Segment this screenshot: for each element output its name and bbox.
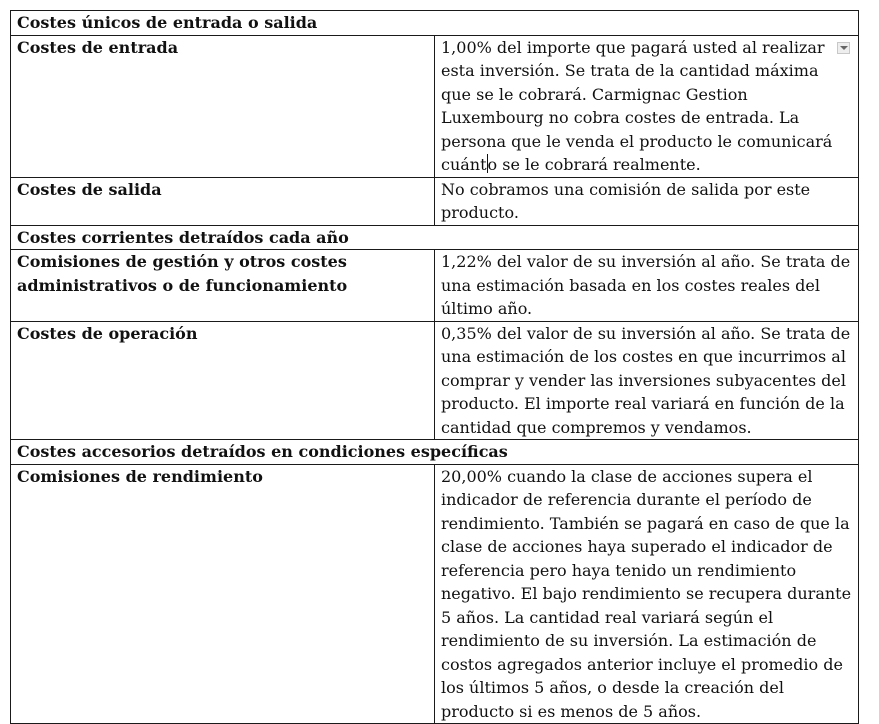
table-row: [11, 35, 859, 177]
section-title-incidental-costs: Costes accesorios detraídos en condiciones específicas: [11, 440, 859, 465]
costs-table: [10, 10, 859, 724]
entry-costs-text-before-cursor: 1,00% del importe que pagará usted al realizar esta inversión. Se trata de la cantidad máxima que se le cobrará. Carmignac Gestion Luxembourg no cobra costes de entrada. La persona que le venda el producto le comunicará cuánt: [441, 37, 833, 174]
entry-costs-text-after-cursor: o se le cobrará realmente.: [487, 155, 701, 174]
row-label-entry-costs: Costes de entrada: [11, 35, 435, 177]
section-title-ongoing-costs: Costes corrientes detraídos cada año: [11, 225, 859, 250]
row-label-transaction-costs: Costes de operación: [11, 321, 435, 440]
table-row: [11, 464, 859, 724]
row-desc-exit-costs: No cobramos una comisión de salida por este producto.: [435, 177, 859, 225]
row-label-management-fees: Comisiones de gestión y otros costes administrativos o de funcionamiento: [11, 250, 435, 322]
row-desc-management-fees: 1,22% del valor de su inversión al año. Se trata de una estimación basada en los costes reales del último año.: [435, 250, 859, 322]
row-desc-transaction-costs: 0,35% del valor de su inversión al año. Se trata de una estimación de los costes en que incurrimos al comprar y vender las inversiones subyacentes del producto. El importe real variará en función de la cantidad que compremos y vendamos.: [435, 321, 859, 440]
section-title-one-off-costs: Costes únicos de entrada o salida: [11, 11, 859, 36]
chevron-down-icon[interactable]: [837, 42, 850, 54]
table-row: [11, 321, 859, 440]
section-header-row: [11, 440, 859, 465]
section-header-row: [11, 225, 859, 250]
row-desc-performance-fees: 20,00% cuando la clase de acciones supera el indicador de referencia durante el período de rendimiento. También se pagará en caso de que la clase de acciones haya superado el indicador de referencia pero haya tenido un rendimiento negativo. El bajo rendimiento se recupera durante 5 años. La cantidad real variará según el rendimiento de su inversión. La estimación de costos agregados anterior incluye el promedio de los últimos 5 años, o desde la creación del producto si es menos de 5 años.: [435, 464, 859, 724]
row-label-performance-fees: Comisiones de rendimiento: [11, 464, 435, 724]
row-label-exit-costs: Costes de salida: [11, 177, 435, 225]
table-row: [11, 177, 859, 225]
table-row: [11, 250, 859, 322]
row-desc-entry-costs[interactable]: [435, 35, 859, 177]
section-header-row: [11, 11, 859, 36]
